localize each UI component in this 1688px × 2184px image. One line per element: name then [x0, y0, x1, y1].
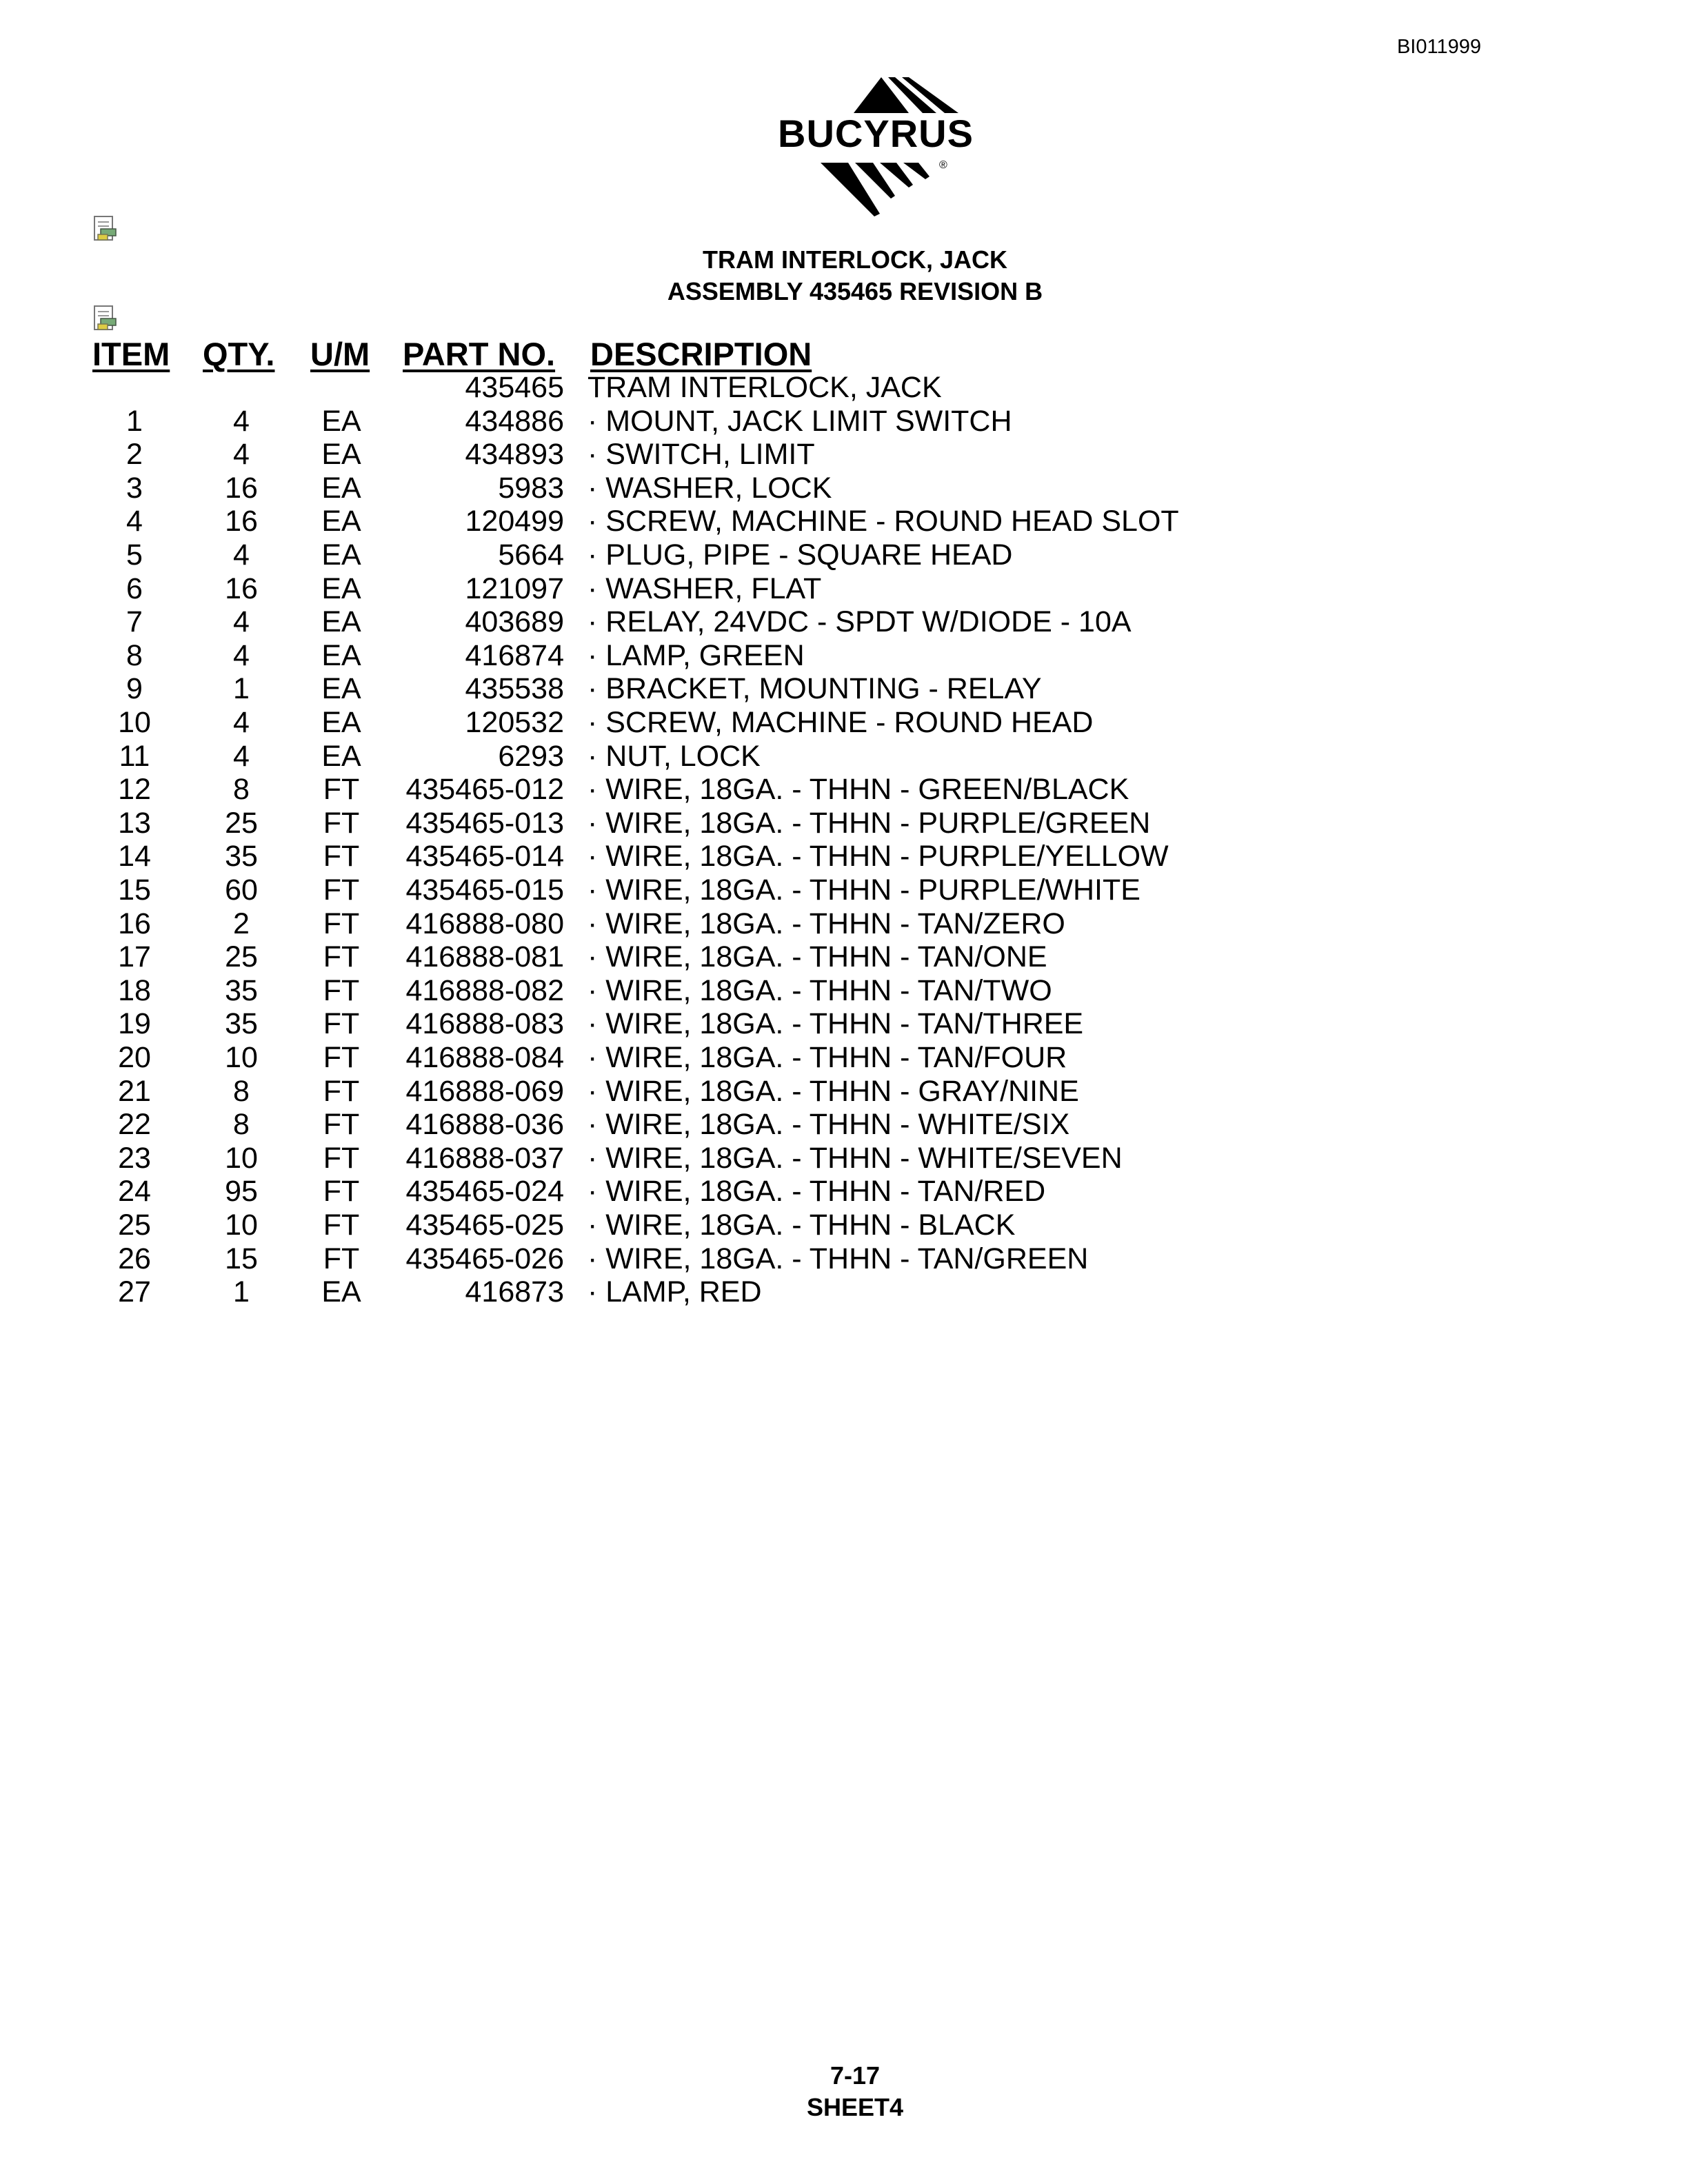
cell-part: 435465-026: [405, 1242, 564, 1275]
cell-item: 10: [118, 706, 151, 739]
cell-part: 416888-080: [405, 907, 564, 940]
cell-desc: · WIRE, 18GA. - THHN - TAN/THREE: [587, 1007, 1084, 1041]
cell-desc: · WASHER, FLAT: [587, 572, 822, 605]
cell-desc: · WIRE, 18GA. - THHN - PURPLE/WHITE: [587, 873, 1141, 907]
cell-um: EA: [321, 505, 361, 538]
cell-item: 13: [118, 806, 151, 840]
cell-desc: · WIRE, 18GA. - THHN - GRAY/NINE: [587, 1074, 1079, 1108]
table-row: [0, 1142, 1688, 1175]
cell-qty: 2: [233, 907, 250, 940]
cell-qty: 4: [233, 739, 250, 773]
cell-part: 416888-036: [405, 1108, 564, 1142]
table-row: [0, 1075, 1688, 1109]
document-note-icon[interactable]: [92, 305, 119, 332]
cell-um: FT: [323, 1108, 360, 1142]
cell-part: 403689: [465, 605, 564, 639]
sheet-label: SHEET4: [806, 2093, 904, 2121]
cell-qty: 15: [225, 1242, 258, 1275]
cell-item: 7: [126, 605, 143, 639]
cell-part: 435465-012: [405, 773, 564, 807]
cell-um: FT: [323, 1175, 360, 1209]
table-row: [0, 672, 1688, 706]
table-row: [0, 706, 1688, 740]
cell-um: EA: [321, 605, 361, 639]
cell-desc: · NUT, LOCK: [587, 739, 761, 773]
cell-item: 15: [118, 873, 151, 907]
cell-desc: · WIRE, 18GA. - THHN - TAN/ONE: [587, 940, 1047, 974]
column-header-description: DESCRIPTION: [590, 336, 812, 372]
cell-um: FT: [323, 1242, 360, 1275]
cell-desc: TRAM INTERLOCK, JACK: [587, 371, 942, 404]
cell-qty: 16: [225, 572, 258, 605]
cell-desc: · WIRE, 18GA. - THHN - PURPLE/GREEN: [587, 806, 1151, 840]
cell-part: 416888-037: [405, 1141, 564, 1175]
cell-part: 435465-014: [405, 840, 564, 873]
table-row: [0, 840, 1688, 873]
cell-item: 3: [126, 471, 143, 505]
cell-um: FT: [323, 1007, 360, 1041]
cell-item: 26: [118, 1242, 151, 1275]
bucyrus-logo: [758, 74, 993, 219]
cell-qty: 8: [233, 773, 250, 807]
cell-part: 435465-025: [405, 1209, 564, 1242]
cell-desc: · WIRE, 18GA. - THHN - TAN/ZERO: [587, 907, 1065, 940]
cell-qty: 10: [225, 1209, 258, 1242]
cell-qty: 35: [225, 1007, 258, 1041]
logo-text: BUCYRUS: [778, 112, 974, 155]
cell-qty: 10: [225, 1041, 258, 1074]
table-row: [0, 807, 1688, 840]
cell-qty: 4: [233, 404, 250, 438]
table-row: [0, 371, 1688, 405]
cell-desc: · BRACKET, MOUNTING - RELAY: [587, 672, 1042, 706]
cell-um: EA: [321, 672, 361, 706]
table-row: [0, 1007, 1688, 1041]
cell-item: 1: [126, 404, 143, 438]
cell-item: 14: [118, 840, 151, 873]
cell-part: 434893: [465, 438, 564, 472]
cell-part: 416888-084: [405, 1041, 564, 1074]
cell-qty: 60: [225, 873, 258, 907]
cell-qty: 4: [233, 438, 250, 472]
cell-item: 16: [118, 907, 151, 940]
table-row: [0, 1242, 1688, 1276]
table-row: [0, 639, 1688, 673]
cell-part: 416888-069: [405, 1074, 564, 1108]
cell-qty: 8: [233, 1074, 250, 1108]
table-row: [0, 907, 1688, 941]
page-number: 7-17: [830, 2061, 881, 2090]
table-row: [0, 605, 1688, 639]
cell-um: FT: [323, 1041, 360, 1074]
table-row: [0, 1175, 1688, 1209]
cell-desc: · LAMP, GREEN: [587, 638, 805, 672]
cell-um: EA: [321, 1275, 361, 1309]
cell-qty: 4: [233, 538, 250, 572]
cell-um: EA: [321, 471, 361, 505]
column-header-qty: QTY.: [203, 336, 275, 372]
table-row: [0, 773, 1688, 807]
cell-desc: · WIRE, 18GA. - THHN - WHITE/SEVEN: [587, 1141, 1123, 1175]
cell-part: 5983: [498, 471, 564, 505]
cell-um: EA: [321, 438, 361, 472]
cell-item: 21: [118, 1074, 151, 1108]
cell-desc: · LAMP, RED: [587, 1275, 762, 1309]
cell-desc: · WIRE, 18GA. - THHN - TAN/RED: [587, 1175, 1046, 1209]
cell-item: 23: [118, 1141, 151, 1175]
cell-desc: · SCREW, MACHINE - ROUND HEAD: [587, 706, 1094, 739]
cell-part: 416874: [465, 638, 564, 672]
table-row: [0, 538, 1688, 572]
table-row: [0, 873, 1688, 907]
cell-qty: 35: [225, 840, 258, 873]
cell-desc: · RELAY, 24VDC - SPDT W/DIODE - 10A: [587, 605, 1132, 639]
table-row: [0, 974, 1688, 1008]
cell-part: 435465: [465, 371, 564, 404]
cell-desc: · WIRE, 18GA. - THHN - GREEN/BLACK: [587, 773, 1129, 807]
cell-part: 435538: [465, 672, 564, 706]
cell-part: 120499: [465, 505, 564, 538]
cell-desc: · WIRE, 18GA. - THHN - PURPLE/YELLOW: [587, 840, 1169, 873]
cell-desc: · WASHER, LOCK: [587, 471, 832, 505]
cell-um: FT: [323, 940, 360, 974]
cell-qty: 16: [225, 471, 258, 505]
cell-desc: · WIRE, 18GA. - THHN - BLACK: [587, 1209, 1016, 1242]
cell-part: 434886: [465, 404, 564, 438]
cell-um: EA: [321, 638, 361, 672]
document-note-icon[interactable]: [92, 215, 119, 243]
table-row: [0, 405, 1688, 438]
table-row: [0, 1209, 1688, 1242]
cell-part: 416888-081: [405, 940, 564, 974]
cell-qty: 10: [225, 1141, 258, 1175]
cell-part: 121097: [465, 572, 564, 605]
cell-desc: · MOUNT, JACK LIMIT SWITCH: [587, 404, 1012, 438]
cell-desc: · WIRE, 18GA. - THHN - TAN/TWO: [587, 973, 1052, 1007]
table-row: [0, 940, 1688, 974]
cell-item: 6: [126, 572, 143, 605]
cell-um: FT: [323, 873, 360, 907]
cell-part: 416888-083: [405, 1007, 564, 1041]
cell-item: 20: [118, 1041, 151, 1074]
table-row: [0, 438, 1688, 472]
cell-um: EA: [321, 706, 361, 739]
document-id: BI011999: [1396, 36, 1481, 58]
cell-qty: 35: [225, 973, 258, 1007]
cell-item: 25: [118, 1209, 151, 1242]
cell-qty: 4: [233, 706, 250, 739]
cell-desc: · WIRE, 18GA. - THHN - WHITE/SIX: [587, 1108, 1070, 1142]
cell-item: 17: [118, 940, 151, 974]
cell-qty: 16: [225, 505, 258, 538]
cell-um: FT: [323, 907, 360, 940]
cell-desc: · PLUG, PIPE - SQUARE HEAD: [587, 538, 1013, 572]
cell-qty: 4: [233, 605, 250, 639]
cell-qty: 8: [233, 1108, 250, 1142]
document-title: TRAM INTERLOCK, JACK: [703, 245, 1007, 274]
cell-um: FT: [323, 1141, 360, 1175]
table-row: [0, 505, 1688, 538]
column-header-item: ITEM: [92, 336, 170, 372]
cell-um: EA: [321, 739, 361, 773]
cell-um: FT: [323, 773, 360, 807]
table-row: [0, 1108, 1688, 1142]
cell-um: EA: [321, 404, 361, 438]
cell-desc: · WIRE, 18GA. - THHN - TAN/GREEN: [587, 1242, 1089, 1275]
cell-desc: · SWITCH, LIMIT: [587, 438, 815, 472]
cell-part: 416888-082: [405, 973, 564, 1007]
cell-qty: 4: [233, 638, 250, 672]
cell-qty: 95: [225, 1175, 258, 1209]
cell-part: 6293: [498, 739, 564, 773]
cell-desc: · SCREW, MACHINE - ROUND HEAD SLOT: [587, 505, 1179, 538]
cell-part: 435465-015: [405, 873, 564, 907]
cell-um: FT: [323, 1209, 360, 1242]
cell-part: 416873: [465, 1275, 564, 1309]
cell-item: 22: [118, 1108, 151, 1142]
cell-um: FT: [323, 973, 360, 1007]
cell-qty: 25: [225, 940, 258, 974]
cell-item: 19: [118, 1007, 151, 1041]
column-header-part-no: PART NO.: [403, 336, 556, 372]
cell-um: FT: [323, 840, 360, 873]
cell-qty: 1: [233, 1275, 250, 1309]
cell-part: 435465-013: [405, 806, 564, 840]
column-header-um: U/M: [310, 336, 370, 372]
cell-desc: · WIRE, 18GA. - THHN - TAN/FOUR: [587, 1041, 1067, 1074]
cell-item: 18: [118, 973, 151, 1007]
cell-item: 2: [126, 438, 143, 472]
cell-part: 120532: [465, 706, 564, 739]
cell-um: FT: [323, 1074, 360, 1108]
cell-item: 11: [119, 739, 150, 773]
cell-part: 435465-024: [405, 1175, 564, 1209]
cell-um: EA: [321, 538, 361, 572]
registered-mark: ®: [939, 159, 947, 171]
cell-um: EA: [321, 572, 361, 605]
cell-item: 12: [118, 773, 151, 807]
cell-item: 4: [126, 505, 143, 538]
cell-qty: 25: [225, 806, 258, 840]
table-row: [0, 1041, 1688, 1075]
table-row: [0, 472, 1688, 505]
cell-item: 24: [118, 1175, 151, 1209]
cell-item: 9: [126, 672, 143, 706]
assembly-subtitle: ASSEMBLY 435465 REVISION B: [667, 277, 1043, 305]
cell-um: FT: [323, 806, 360, 840]
table-row: [0, 1275, 1688, 1309]
table-row: [0, 740, 1688, 774]
cell-item: 27: [118, 1275, 151, 1309]
cell-item: 8: [126, 638, 143, 672]
cell-part: 5664: [498, 538, 564, 572]
cell-item: 5: [126, 538, 143, 572]
cell-qty: 1: [233, 672, 250, 706]
table-row: [0, 572, 1688, 606]
